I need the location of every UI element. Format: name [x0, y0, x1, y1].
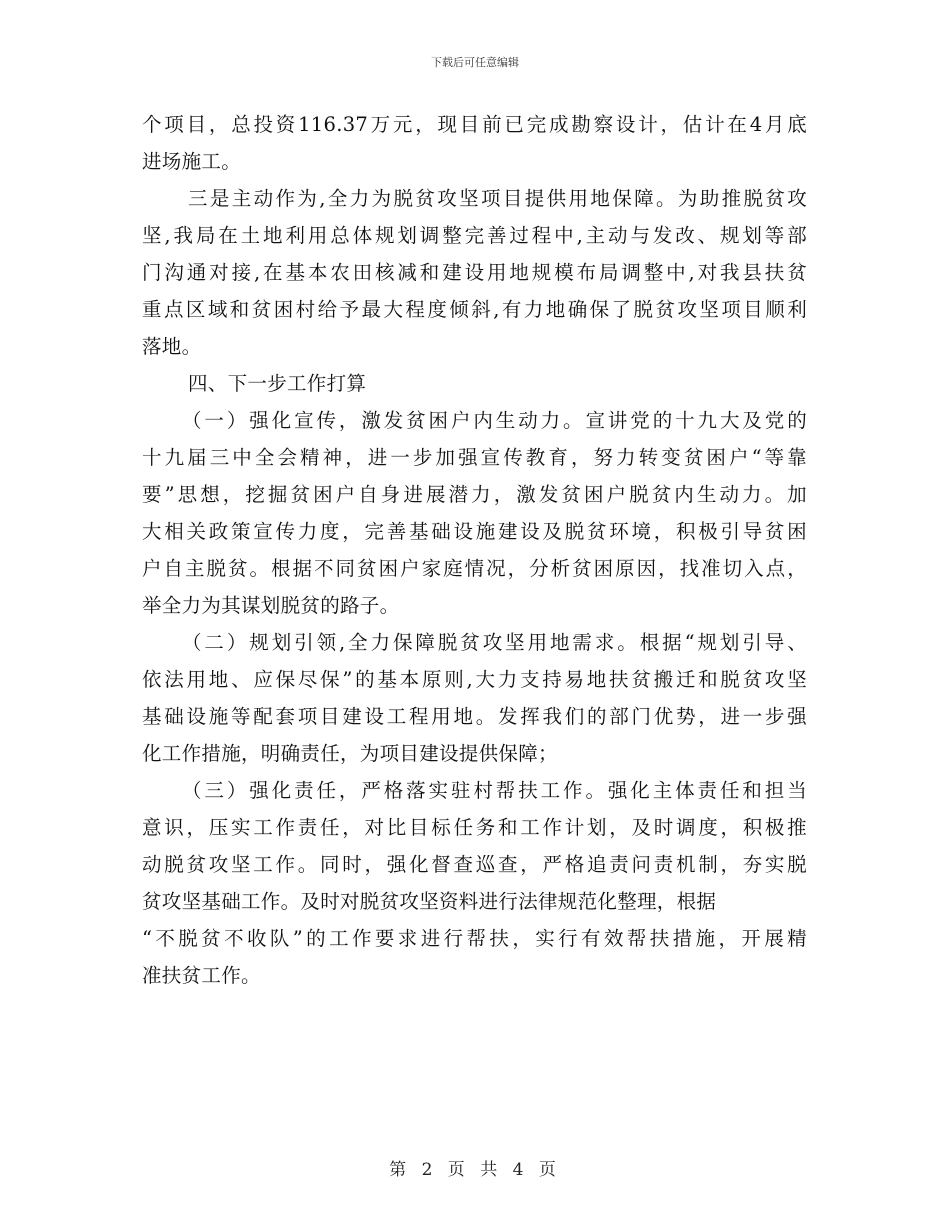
paragraph-line: 十九届三中全会精神，进一步加强宣传教育，努力转变贫困户“等靠	[142, 446, 807, 469]
page-header: 下载后可任意编辑	[431, 56, 519, 69]
document-body	[142, 106, 807, 994]
paragraph-line: 门沟通对接,在基本农田核减和建设用地规模布局调整中,对我县扶贫	[142, 261, 807, 284]
paragraph-line: 贫攻坚基础工作。及时对脱贫攻坚资料进行法律规范化整理，根据	[142, 890, 717, 913]
paragraph-line: 个项目，总投资116.37万元，现目前已完成勘察设计，估计在4月底	[142, 113, 807, 136]
paragraph-line: 坚,我局在土地利用总体规划调整完善过程中,主动与发改、规划等部	[142, 224, 807, 247]
paragraph-line: 意识，压实工作责任，对比目标任务和工作计划，及时调度，积极推	[142, 816, 807, 839]
section-heading: 四、下一步工作打算	[188, 372, 367, 395]
paragraph-line: （一）强化宣传，激发贫困户内生动力。宣讲党的十九大及党的	[182, 409, 807, 432]
page-footer: 第 2 页 共 4 页	[389, 1160, 561, 1180]
paragraph-line: （二）规划引领,全力保障脱贫攻坚用地需求。根据“规划引导、	[182, 631, 807, 654]
paragraph-line: （三）强化责任，严格落实驻村帮扶工作。强化主体责任和担当	[182, 779, 807, 802]
paragraph-line: 进场施工。	[142, 150, 242, 173]
paragraph-line: 基础设施等配套项目建设工程用地。发挥我们的部门优势，进一步强	[142, 705, 807, 728]
paragraph-line: 三是主动作为,全力为脱贫攻坚项目提供用地保障。为助推脱贫攻	[188, 187, 807, 210]
paragraph-line: 重点区域和贫困村给予最大程度倾斜,有力地确保了脱贫攻坚项目顺利	[142, 298, 807, 321]
paragraph-line: 落地。	[142, 335, 202, 358]
paragraph-line: 举全力为其谋划脱贫的路子。	[142, 594, 400, 617]
paragraph-line: 户自主脱贫。根据不同贫困户家庭情况，分析贫困原因，找准切入点，	[142, 557, 807, 580]
paragraph-line: 动脱贫攻坚工作。同时，强化督查巡查，严格追责问责机制，夯实脱	[142, 853, 807, 876]
paragraph-line: 准扶贫工作。	[142, 964, 261, 987]
paragraph-line: “不脱贫不收队”的工作要求进行帮扶，实行有效帮扶措施，开展精	[142, 927, 807, 950]
paragraph-line: 要”思想，挖掘贫困户自身进展潜力，激发贫困户脱贫内生动力。加	[142, 483, 807, 506]
paragraph-line: 依法用地、应保尽保”的基本原则,大力支持易地扶贫搬迁和脱贫攻坚	[142, 668, 807, 691]
paragraph-line: 大相关政策宣传力度，完善基础设施建设及脱贫环境，积极引导贫困	[142, 520, 807, 543]
paragraph-line: 化工作措施，明确责任，为项目建设提供保障；	[142, 742, 558, 765]
